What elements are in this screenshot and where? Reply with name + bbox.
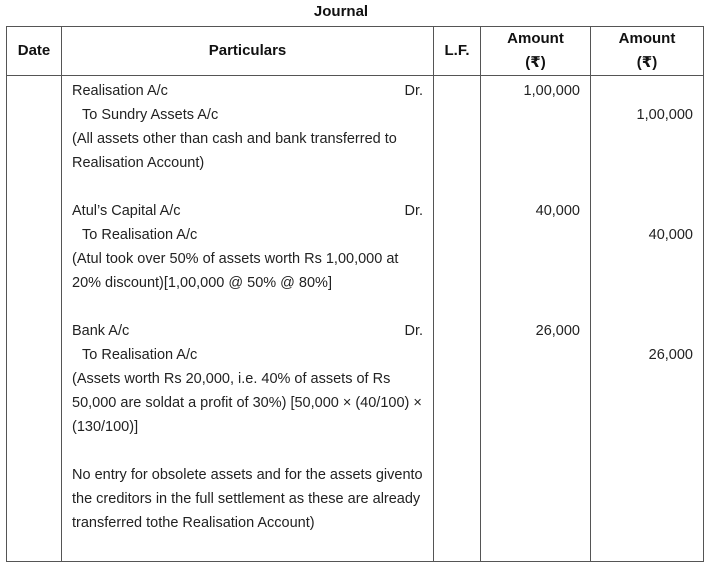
journal-entry-1 (72, 79, 423, 175)
narration: (All assets other than cash and bank transferred to Realisation Account) (72, 131, 397, 171)
dr-label: Dr. (404, 323, 423, 339)
dr-label: Dr. (404, 83, 423, 99)
credit-amount-cell (591, 76, 704, 562)
debit-account: Bank A/c (72, 323, 130, 339)
debit-account: Atul’s Capital A/c (72, 203, 181, 219)
debit-amount: 1,00,000 (523, 83, 580, 99)
header-row (7, 27, 704, 76)
debit-amount: 40,000 (535, 203, 580, 219)
credit-account: To Sundry Assets A/c (82, 107, 219, 123)
header-amount-credit: Amount (₹) (591, 27, 704, 76)
header-particulars: Particulars (62, 27, 434, 76)
header-lf: L.F. (434, 27, 481, 76)
debit-amount: 26,000 (535, 323, 580, 339)
journal-body-row (7, 76, 704, 562)
narration: (Assets worth Rs 20,000, i.e. 40% of assets of Rs 50,000 are soldat a profit of 30%) [50,000 × (40/100) × (130/100)] (72, 371, 422, 435)
header-amount-debit: Amount (₹) (481, 27, 591, 76)
debit-account: Realisation A/c (72, 83, 168, 99)
credit-account: To Realisation A/c (82, 227, 198, 243)
credit-account: To Realisation A/c (82, 347, 198, 363)
journal-entry-3 (72, 319, 423, 439)
journal-entry-2 (72, 199, 423, 295)
lf-cell (434, 76, 481, 562)
date-cell (7, 76, 62, 562)
dr-label: Dr. (404, 203, 423, 219)
credit-amount: 40,000 (648, 227, 693, 243)
credit-amount: 1,00,000 (636, 107, 693, 123)
journal-title: Journal (313, 3, 369, 20)
particulars-cell (62, 76, 434, 562)
header-date: Date (7, 27, 62, 76)
debit-amount-cell (481, 76, 591, 562)
credit-amount: 26,000 (648, 347, 693, 363)
narration: (Atul took over 50% of assets worth Rs 1,00,000 at 20% discount)[1,00,000 @ 50% @ 80%] (72, 251, 399, 291)
closing-note: No entry for obsolete assets and for the assets givento the creditors in the full settlement as these are already transferred tothe Realisation Account) (72, 467, 423, 531)
journal-table (6, 26, 704, 562)
